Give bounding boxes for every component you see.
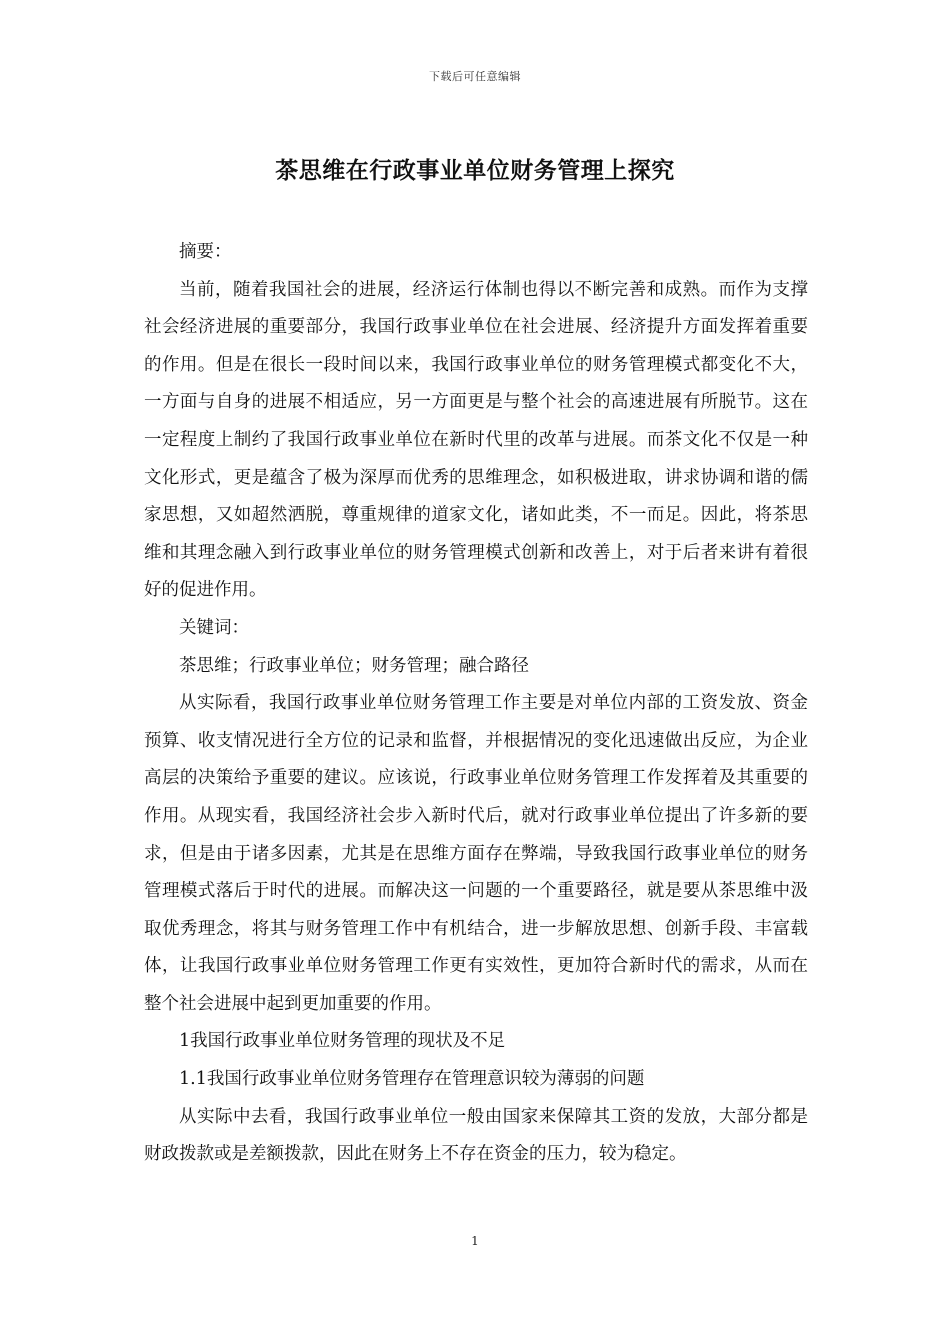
document-body [144,234,808,1174]
document-title: 茶思维在行政事业单位财务管理上探究 [275,158,675,184]
keywords-list: 茶思维；行政事业单位；财务管理；融合路径 [179,655,529,676]
section-heading-1: 1我国行政事业单位财务管理的现状及不足 [179,1031,506,1052]
header-note: 下载后可任意编辑 [429,70,521,83]
intro-paragraph: 从实际看，我国行政事业单位财务管理工作主要是对单位内部的工资发放、资金预算、收支情况进行全方位的记录和监督，并根据情况的变化迅速做出反应，为企业高层的决策给予重要的建议。应该说，行政事业单位财务管理工作发挥着及其重要的作用。从现实看，我国经济社会步入新时代后，就对行政事业单位提出了许多新的要求，但是由于诸多因素，尤其是在思维方面存在弊端，导致我国行政事业单位的财务管理模式落后于时代的进展。而解决这一问题的一个重要路径，就是要从茶思维中汲取优秀理念，将其与财务管理工作中有机结合，进一步解放思想、创新手段、丰富载体，让我国行政事业单位财务管理工作更有实效性，更加符合新时代的需求，从而在整个社会进展中起到更加重要的作用。 [144,693,808,1014]
abstract-heading: 摘要： [179,242,232,262]
subsection-heading-1-1: 1.1我国行政事业单位财务管理存在管理意识较为薄弱的问题 [179,1069,645,1090]
keywords-heading: 关键词： [179,617,249,638]
abstract-paragraph: 当前，随着我国社会的进展，经济运行体制也得以不断完善和成熟。而作为支撑社会经济进展的重要部分，我国行政事业单位在社会进展、经济提升方面发挥着重要的作用。但是在很长一段时间以来，我国行政事业单位的财务管理模式都变化不大，一方面与自身的进展不相适应，另一方面更是与整个社会的高速进展有所脱节。这在一定程度上制约了我国行政事业单位在新时代里的改革与进展。而茶文化不仅是一种文化形式，更是蕴含了极为深厚而优秀的思维理念，如积极进取，讲求协调和谐的儒家思想，又如超然洒脱，尊重规律的道家文化，诸如此类，不一而足。因此，将茶思维和其理念融入到行政事业单位的财务管理模式创新和改善上，对于后者来讲有着很好的促进作用。 [144,279,808,601]
body-paragraph: 从实际中去看，我国行政事业单位一般由国家来保障其工资的发放，大部分都是财政拨款或是差额拨款，因此在财务上不存在资金的压力，较为稳定。 [144,1106,808,1165]
page-number: 1 [471,1234,479,1248]
